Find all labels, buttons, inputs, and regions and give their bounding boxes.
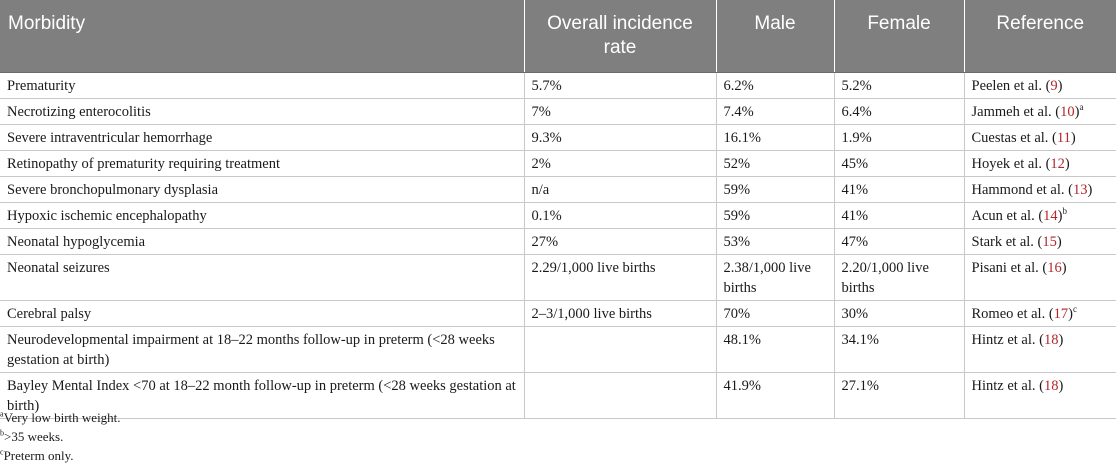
female-cell: 6.4%	[834, 99, 964, 125]
male-cell: 6.2%	[716, 73, 834, 99]
reference-author: Hintz et al. (	[971, 332, 1044, 348]
reference-author: Jammeh et al. (	[971, 104, 1061, 120]
reference-cell	[964, 373, 1116, 419]
reference-close: )	[1058, 332, 1064, 348]
reference-cell	[964, 203, 1116, 229]
table-row	[0, 151, 1116, 177]
male-cell: 16.1%	[716, 125, 834, 151]
reference-cell	[964, 255, 1116, 301]
morbidity-cell: Necrotizing enterocolitis	[0, 99, 524, 125]
morbidity-cell: Prematurity	[0, 73, 524, 99]
male-cell: 52%	[716, 151, 834, 177]
reference-close: )	[1056, 234, 1062, 250]
reference-link[interactable]: 15	[1042, 234, 1057, 250]
overall-incidence-cell: 2%	[524, 151, 716, 177]
reference-author: Hintz et al. (	[971, 378, 1044, 394]
morbidity-cell: Neurodevelopmental impairment at 18–22 months follow-up in preterm (<28 weeks gestation at birth)	[0, 327, 524, 373]
table-row	[0, 255, 1116, 301]
female-cell: 2.20/1,000 live births	[834, 255, 964, 301]
reference-cell	[964, 177, 1116, 203]
reference-author: Pisani et al. (	[971, 260, 1048, 276]
footnote-mark: a	[0, 409, 4, 419]
female-cell: 1.9%	[834, 125, 964, 151]
reference-close: )	[1070, 130, 1076, 146]
footnote-marker: c	[1073, 304, 1077, 315]
morbidity-cell: Neonatal seizures	[0, 255, 524, 301]
footnote-text: Very low birth weight.	[3, 410, 121, 425]
male-cell: 59%	[716, 203, 834, 229]
female-cell: 34.1%	[834, 327, 964, 373]
overall-incidence-cell: 0.1%	[524, 203, 716, 229]
female-cell: 27.1%	[834, 373, 964, 419]
header-row	[0, 0, 1116, 73]
overall-incidence-cell: 27%	[524, 229, 716, 255]
reference-link[interactable]: 13	[1072, 182, 1088, 198]
reference-link[interactable]: 14	[1043, 208, 1058, 224]
reference-cell	[964, 99, 1116, 125]
reference-link[interactable]: 18	[1043, 378, 1059, 394]
female-cell: 5.2%	[834, 73, 964, 99]
footnote-text: Preterm only.	[3, 448, 74, 463]
reference-author: Cuestas et al. (	[971, 130, 1057, 146]
overall-incidence-cell: 2–3/1,000 live births	[524, 301, 716, 327]
reference-cell	[964, 151, 1116, 177]
table-row	[0, 327, 1116, 373]
footnote-mark: b	[0, 428, 4, 438]
reference-link[interactable]: 16	[1047, 260, 1062, 276]
morbidity-cell: Cerebral palsy	[0, 301, 524, 327]
reference-link[interactable]: 9	[1050, 78, 1058, 94]
reference-close: )	[1064, 156, 1070, 172]
reference-author: Acun et al. (	[971, 208, 1044, 224]
table-row	[0, 373, 1116, 419]
reference-author: Romeo et al. (	[971, 306, 1054, 322]
reference-close: )	[1058, 378, 1064, 394]
reference-close: )	[1068, 306, 1073, 322]
reference-close: )	[1087, 182, 1093, 198]
reference-author: Hammond et al. (	[971, 182, 1073, 198]
reference-cell	[964, 301, 1116, 327]
overall-incidence-cell	[524, 373, 716, 419]
reference-link[interactable]: 10	[1060, 104, 1075, 120]
overall-incidence-cell: n/a	[524, 177, 716, 203]
footnote-mark: c	[0, 447, 4, 457]
female-cell: 47%	[834, 229, 964, 255]
reference-author: Hoyek et al. (	[971, 156, 1051, 172]
male-cell: 59%	[716, 177, 834, 203]
morbidity-cell: Neonatal hypoglycemia	[0, 229, 524, 255]
table-row	[0, 229, 1116, 255]
header-male: Male	[716, 0, 834, 73]
footnote-marker: b	[1062, 206, 1068, 217]
overall-incidence-cell: 7%	[524, 99, 716, 125]
reference-cell	[964, 229, 1116, 255]
morbidity-cell: Hypoxic ischemic encephalopathy	[0, 203, 524, 229]
morbidity-cell: Retinopathy of prematurity requiring treatment	[0, 151, 524, 177]
footnote-b	[0, 427, 121, 446]
table-row	[0, 203, 1116, 229]
reference-author: Peelen et al. (	[971, 78, 1051, 94]
table-row	[0, 301, 1116, 327]
table-row	[0, 125, 1116, 151]
reference-close: )	[1074, 104, 1080, 120]
male-cell: 41.9%	[716, 373, 834, 419]
table-row	[0, 177, 1116, 203]
overall-incidence-cell: 9.3%	[524, 125, 716, 151]
male-cell: 48.1%	[716, 327, 834, 373]
reference-close: )	[1057, 78, 1063, 94]
header-morbidity: Morbidity	[0, 0, 524, 73]
overall-incidence-cell	[524, 327, 716, 373]
female-cell: 30%	[834, 301, 964, 327]
header-female: Female	[834, 0, 964, 73]
male-cell: 7.4%	[716, 99, 834, 125]
header-overall-incidence: Overall incidence rate	[524, 0, 716, 73]
header-reference: Reference	[964, 0, 1116, 73]
footnote-text: >35 weeks.	[4, 429, 64, 444]
morbidity-cell: Bayley Mental Index <70 at 18–22 month follow-up in preterm (<28 weeks gestation at birth)	[0, 373, 524, 419]
reference-link[interactable]: 12	[1050, 156, 1065, 172]
footnote-c	[0, 446, 121, 465]
female-cell: 45%	[834, 151, 964, 177]
male-cell: 2.38/1,000 live births	[716, 255, 834, 301]
reference-close: )	[1061, 260, 1067, 276]
footnotes	[0, 408, 121, 465]
reference-cell	[964, 73, 1116, 99]
female-cell: 41%	[834, 203, 964, 229]
reference-cell	[964, 125, 1116, 151]
reference-close: )	[1057, 208, 1063, 224]
reference-author: Stark et al. (	[971, 234, 1043, 250]
table-row	[0, 99, 1116, 125]
male-cell: 70%	[716, 301, 834, 327]
footnote-a	[0, 408, 121, 427]
reference-link[interactable]: 17	[1053, 306, 1069, 322]
overall-incidence-cell: 2.29/1,000 live births	[524, 255, 716, 301]
footnote-marker: a	[1079, 102, 1084, 113]
table-row	[0, 73, 1116, 99]
overall-incidence-cell: 5.7%	[524, 73, 716, 99]
reference-link[interactable]: 11	[1056, 130, 1071, 146]
reference-cell	[964, 327, 1116, 373]
female-cell: 41%	[834, 177, 964, 203]
morbidity-cell: Severe bronchopulmonary dysplasia	[0, 177, 524, 203]
morbidity-cell: Severe intraventricular hemorrhage	[0, 125, 524, 151]
reference-link[interactable]: 18	[1043, 332, 1059, 348]
male-cell: 53%	[716, 229, 834, 255]
